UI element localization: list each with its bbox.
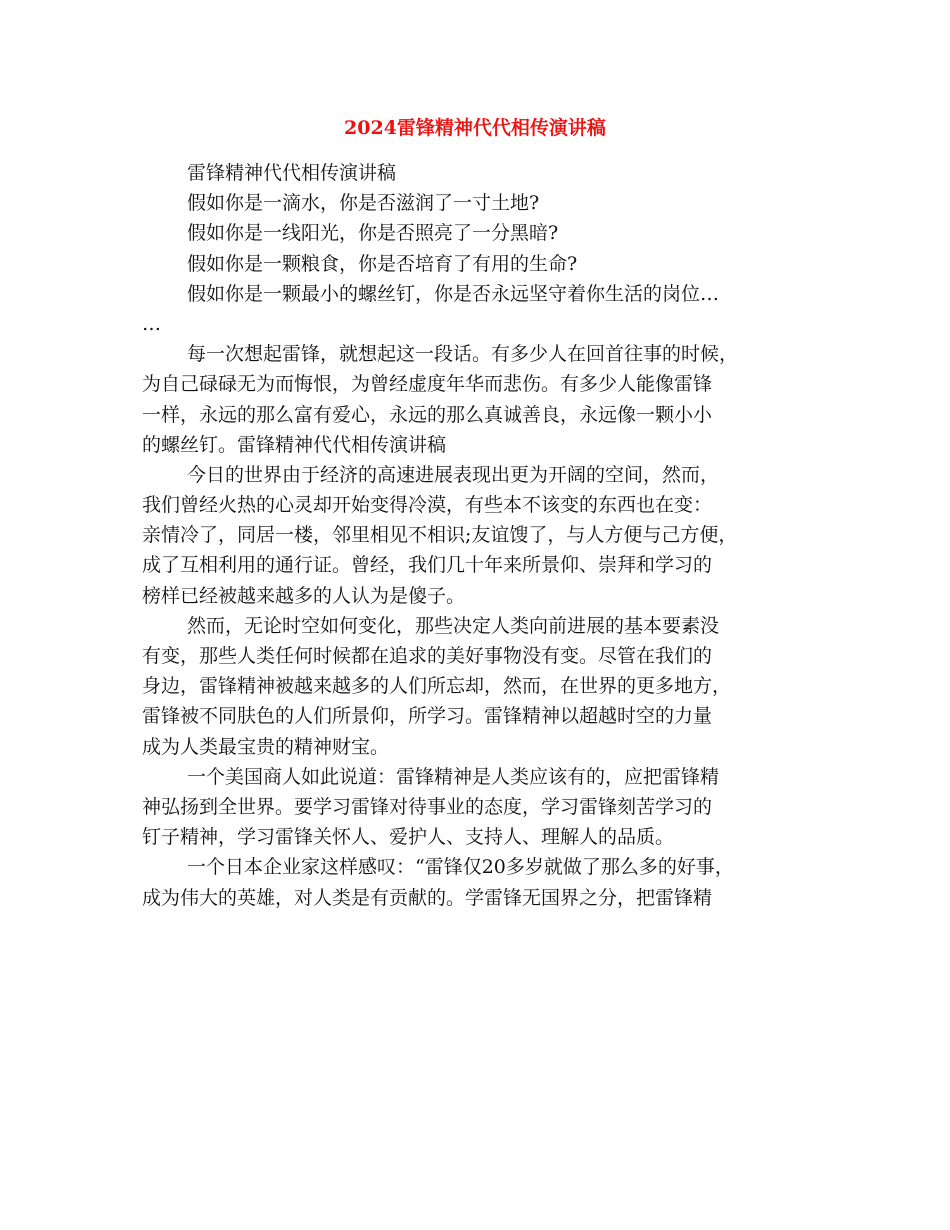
text-line: 钉子精神，学习雷锋关怀人、爱护人、支持人、理解人的品质。 <box>142 826 675 849</box>
text-line: 一样，永远的那么富有爱心，永远的那么真诚善良，永远像一颗小小 <box>142 403 713 426</box>
text-line: 雷锋精神代代相传演讲稿 <box>187 162 397 184</box>
text-line: 一个美国商人如此说道：雷锋精神是人类应该有的，应把雷锋精 <box>187 765 720 788</box>
document-body <box>142 158 822 913</box>
text-line: 每一次想起雷锋，就想起这一段话。有多少人在回首往事的时候， <box>187 343 739 366</box>
text-line: 一个日本企业家这样感叹：“雷锋仅20多岁就做了那么多的好事， <box>187 856 734 879</box>
text-line: 榜样已经被越来越多的人认为是傻子。 <box>142 584 466 607</box>
text-line: 假如你是一滴水，你是否滋润了一寸土地? <box>187 192 540 215</box>
text-line: 我们曾经火热的心灵却开始变得冷漠，有些本不该变的东西也在变： <box>142 494 713 517</box>
text-line: 的螺丝钉。雷锋精神代代相传演讲稿 <box>142 433 447 456</box>
text-line: 有变，那些人类任何时候都在追求的美好事物没有变。尽管在我们的 <box>142 645 713 667</box>
text-line: 雷锋被不同肤色的人们所景仰，所学习。雷锋精神以超越时空的力量 <box>142 705 713 728</box>
text-line: 然而，无论时空如何变化，那些决定人类向前进展的基本要素没 <box>187 614 720 637</box>
text-line: 身边，雷锋精神被越来越多的人们所忘却，然而，在世界的更多地方， <box>142 675 732 698</box>
text-line: 假如你是一颗最小的螺丝钉，你是否永远坚守着你生活的岗位… <box>187 282 720 305</box>
text-line: 亲情冷了，同居一楼，邻里相见不相识;友谊馊了，与人方便与己方便， <box>142 524 738 547</box>
text-line: 成为人类最宝贵的精神财宝。 <box>142 735 390 758</box>
text-line: … <box>142 312 161 335</box>
text-line: 成了互相利用的通行证。曾经，我们几十年来所景仰、崇拜和学习的 <box>142 554 713 577</box>
text-line: 今日的世界由于经济的高速进展表现出更为开阔的空间，然而， <box>187 463 720 486</box>
text-line: 神弘扬到全世界。要学习雷锋对待事业的态度，学习雷锋刻苦学习的 <box>142 795 713 818</box>
document-title: 2024雷锋精神代代相传演讲稿 <box>344 117 606 139</box>
text-line: 为自己碌碌无为而悔恨，为曾经虚度年华而悲伤。有多少人能像雷锋 <box>142 373 713 396</box>
text-line: 成为伟大的英雄，对人类是有贡献的。学雷锋无国界之分，把雷锋精 <box>142 886 713 909</box>
text-line: 假如你是一颗粮食，你是否培育了有用的生命? <box>187 252 578 275</box>
text-line: 假如你是一线阳光，你是否照亮了一分黑暗? <box>187 222 559 245</box>
